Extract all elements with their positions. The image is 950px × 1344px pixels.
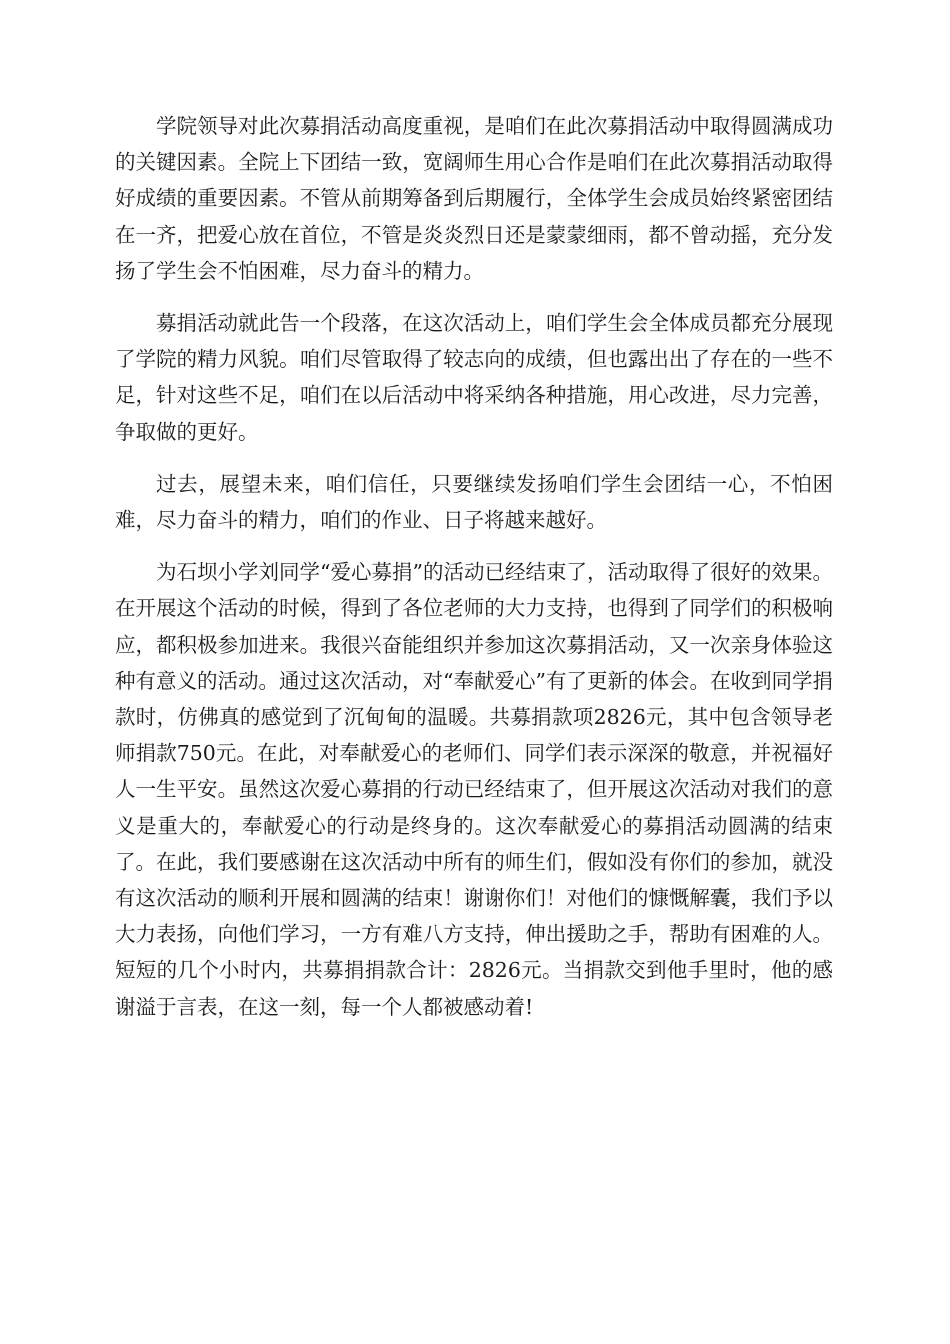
paragraph-4: 为石坝小学刘同学“爱心募捐”的活动已经结束了，活动取得了很好的效果。在开展这个活动的时候，得到了各位老师的大力支持，也得到了同学们的积极响应，都积极参加进来。我很兴奋能组织并参加这次募捐活动，又一次亲身体验这种有意义的活动。通过这次活动，对“奉献爱心”有了更新的体会。在收到同学捐款时，仿佛真的感觉到了沉甸甸的温暖。共募捐款项2826元，其中包含领导老师捐款750元。在此，对奉献爱心的老师们、同学们表示深深的敬意，并祝福好人一生平安。虽然这次爱心募捐的行动已经结束了，但开展这次活动对我们的意义是重大的，奉献爱心的行动是终身的。这次奉献爱心的募捐活动圆满的结束了。在此，我们要感谢在这次活动中所有的师生们，假如没有你们的参加，就没有这次活动的顺利开展和圆满的结束！谢谢你们！对他们的慷慨解囊，我们予以大力表扬，向他们学习，一方有难八方支持，伸出援助之手，帮助有困难的人。短短的几个小时内，共募捐捐款合计：2826元。当捐款交到他手里时，他的感谢溢于言表，在这一刻，每一个人都被感动着! bbox=[115, 560, 833, 1019]
document-body bbox=[115, 108, 833, 1041]
paragraph-3: 过去，展望未来，咱们信任，只要继续发扬咱们学生会团结一心，不怕困难，尽力奋斗的精力，咱们的作业、日子将越来越好。 bbox=[115, 471, 833, 533]
paragraph-2: 募捐活动就此告一个段落，在这次活动上，咱们学生会全体成员都充分展现了学院的精力风貌。咱们尽管取得了较志向的成绩，但也露出出了存在的一些不足，针对这些不足，咱们在以后活动中将采纳各种措施，用心改进，尽力完善，争取做的更好。 bbox=[115, 311, 833, 444]
paragraph-1: 学院领导对此次募捐活动高度重视，是咱们在此次募捐活动中取得圆满成功的关键因素。全院上下团结一致，宽阔师生用心合作是咱们在此次募捐活动取得好成绩的重要因素。不管从前期筹备到后期履行，全体学生会成员始终紧密团结在一齐，把爱心放在首位，不管是炎炎烈日还是蒙蒙细雨，都不曾动摇，充分发扬了学生会不怕困难，尽力奋斗的精力。 bbox=[115, 114, 833, 283]
